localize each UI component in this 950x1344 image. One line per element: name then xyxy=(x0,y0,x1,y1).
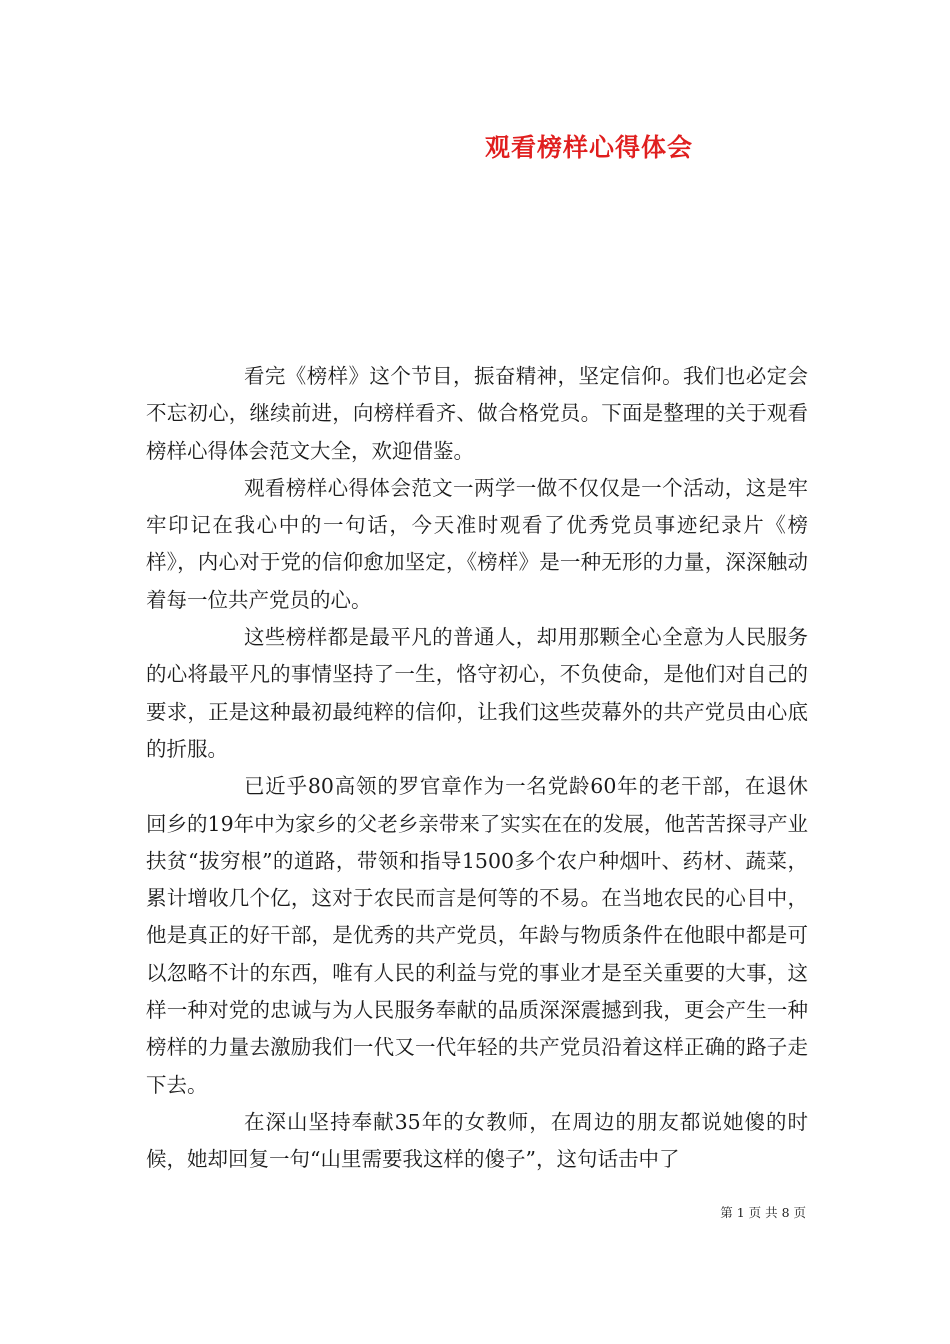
paragraph: 已近乎80高领的罗官章作为一名党龄60年的老干部，在退休回乡的19年中为家乡的父老乡亲带来了实实在在的发展，他苦苦探寻产业扶贫“拔穷根”的道路，带领和指导1500多个农户种烟叶、药材、蔬菜，累计增收几个亿，这对于农民而言是何等的不易。在当地农民的心目中，他是真正的好干部，是优秀的共产党员，年龄与物质条件在他眼中都是可以忽略不计的东西，唯有人民的利益与党的事业才是至关重要的大事，这样一种对党的忠诚与为人民服务奉献的品质深深震撼到我，更会产生一种榜样的力量去激励我们一代又一代年轻的共产党员沿着这样正确的路子走下去。 xyxy=(146,774,808,1097)
document-title: 观看榜样心得体会 xyxy=(484,133,693,162)
paragraph: 这些榜样都是最平凡的普通人，却用那颗全心全意为人民服务的心将最平凡的事情坚持了一生，恪守初心，不负使命，是他们对自己的要求，正是这种最初最纯粹的信仰，让我们这些荧幕外的共产党员由心底的折服。 xyxy=(146,625,808,761)
paragraph: 在深山坚持奉献35年的女教师，在周边的朋友都说她傻的时候，她却回复一句“山里需要我这样的傻子”，这句话击中了 xyxy=(146,1109,808,1172)
document-body xyxy=(146,358,808,1179)
paragraph: 观看榜样心得体会范文一两学一做不仅仅是一个活动，这是牢牢印记在我心中的一句话，今天准时观看了优秀党员事迹纪录片《榜样》，内心对于党的信仰愈加坚定，《榜样》是一种无形的力量，深深触动着每一位共产党员的心。 xyxy=(146,475,808,612)
paragraph: 看完《榜样》这个节目，振奋精神，坚定信仰。我们也必定会不忘初心，继续前进，向榜样看齐、做合格党员。下面是整理的关于观看榜样心得体会范文大全，欢迎借鉴。 xyxy=(146,364,808,463)
page-number-footer: 第 1 页 共 8 页 xyxy=(720,1205,806,1220)
